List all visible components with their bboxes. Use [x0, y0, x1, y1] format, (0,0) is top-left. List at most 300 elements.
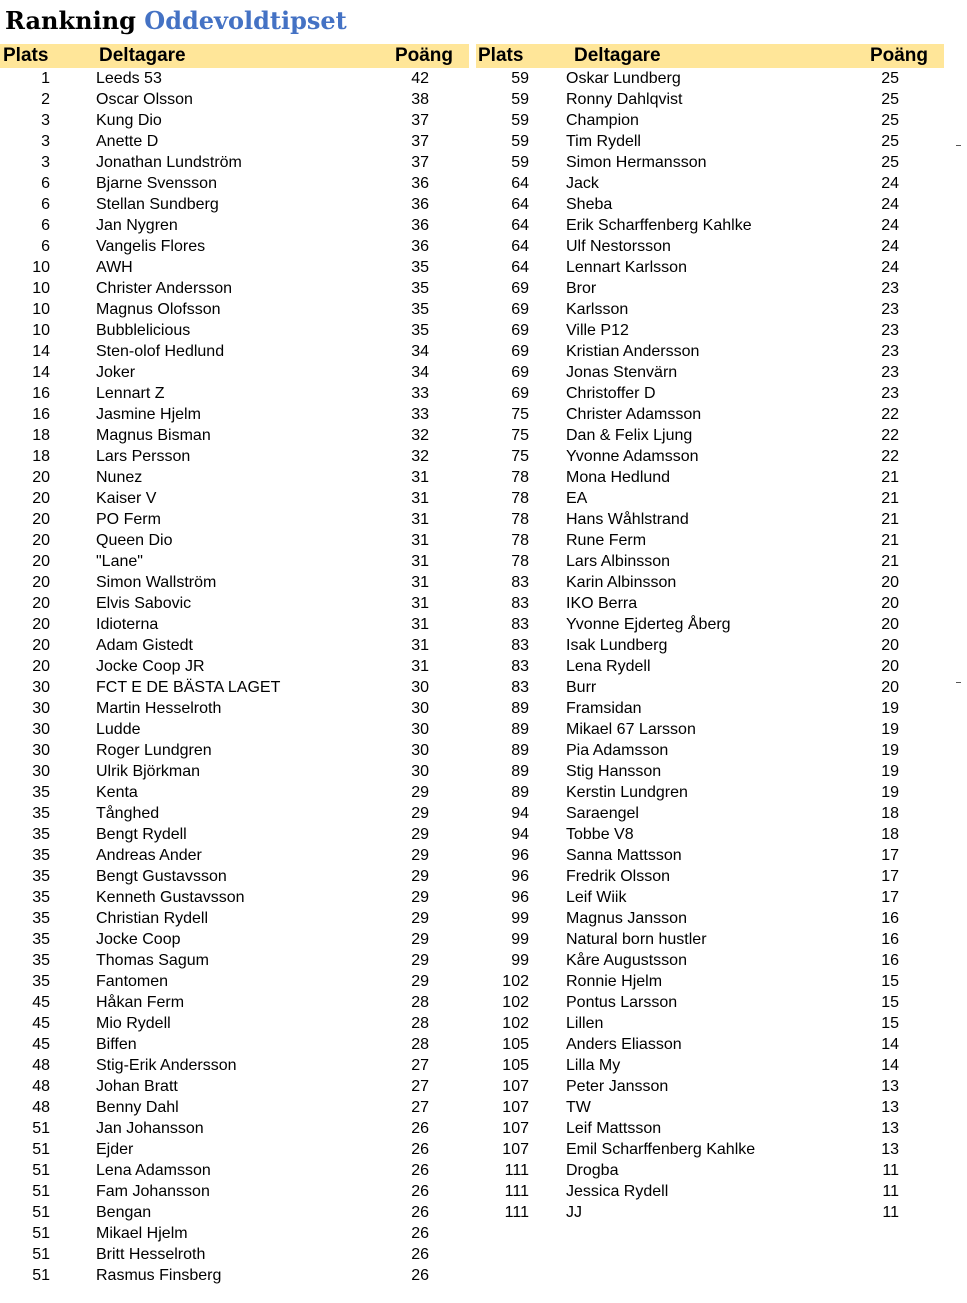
poang-cell: 31 — [411, 616, 429, 633]
plats-cell: 83 — [511, 595, 529, 612]
deltagare-cell: Jonas Stenvärn — [566, 364, 678, 381]
table-row — [476, 509, 944, 530]
deltagare-cell: Peter Jansson — [566, 1078, 669, 1095]
table-row — [0, 110, 469, 131]
deltagare-cell: Stig Hansson — [566, 763, 662, 780]
plats-cell: 1 — [41, 70, 50, 87]
poang-cell: 15 — [881, 994, 899, 1011]
plats-cell: 6 — [41, 217, 50, 234]
table-row — [0, 383, 469, 404]
poang-cell: 23 — [881, 343, 899, 360]
plats-cell: 16 — [32, 385, 50, 402]
poang-cell: 36 — [411, 217, 429, 234]
plats-cell: 99 — [511, 910, 529, 927]
table-row — [476, 1181, 944, 1202]
plats-cell: 3 — [41, 133, 50, 150]
plats-cell: 14 — [32, 364, 50, 381]
table-row — [0, 971, 469, 992]
poang-cell: 35 — [411, 280, 429, 297]
plats-cell: 35 — [32, 847, 50, 864]
plats-cell: 111 — [504, 1204, 529, 1221]
plats-cell: 99 — [511, 952, 529, 969]
table-row — [0, 719, 469, 740]
table-row — [0, 509, 469, 530]
plats-cell: 89 — [511, 763, 529, 780]
deltagare-cell: Ronny Dahlqvist — [566, 91, 683, 108]
poang-cell: 17 — [881, 847, 899, 864]
table-row — [0, 131, 469, 152]
deltagare-cell: Ronnie Hjelm — [566, 973, 663, 990]
poang-cell: 31 — [411, 637, 429, 654]
poang-cell: 21 — [881, 469, 899, 486]
poang-cell: 29 — [411, 784, 429, 801]
deltagare-cell: PO Ferm — [96, 511, 161, 528]
poang-cell: 14 — [881, 1036, 899, 1053]
plats-cell: 51 — [32, 1204, 50, 1221]
deltagare-cell: AWH — [96, 259, 133, 276]
poang-cell: 29 — [411, 868, 429, 885]
table-row — [476, 929, 944, 950]
poang-cell: 26 — [411, 1246, 429, 1263]
table-row — [0, 530, 469, 551]
table-header — [476, 44, 944, 68]
poang-cell: 25 — [881, 133, 899, 150]
table-row — [0, 173, 469, 194]
deltagare-cell: Lars Albinsson — [566, 553, 671, 570]
table-row — [0, 446, 469, 467]
deltagare-cell: Lena Adamsson — [96, 1162, 211, 1179]
poang-cell: 27 — [411, 1099, 429, 1116]
plats-cell: 83 — [511, 658, 529, 675]
poang-cell: 29 — [411, 952, 429, 969]
plats-cell: 10 — [32, 301, 50, 318]
plats-cell: 111 — [504, 1183, 529, 1200]
deltagare-cell: Queen Dio — [96, 532, 173, 549]
poang-cell: 17 — [881, 889, 899, 906]
deltagare-cell: Lillen — [566, 1015, 604, 1032]
header-deltagare: Deltagare — [99, 45, 186, 66]
table-row — [476, 824, 944, 845]
poang-cell: 31 — [411, 469, 429, 486]
plats-cell: 6 — [41, 238, 50, 255]
table-row — [0, 929, 469, 950]
table-row — [476, 362, 944, 383]
poang-cell: 29 — [411, 889, 429, 906]
deltagare-cell: Bengan — [96, 1204, 152, 1221]
deltagare-cell: Karlsson — [566, 301, 629, 318]
poang-cell: 33 — [411, 406, 429, 423]
table-row — [0, 782, 469, 803]
table-row — [476, 1160, 944, 1181]
margin-tick — [956, 682, 961, 683]
plats-cell: 2 — [41, 91, 50, 108]
poang-cell: 11 — [882, 1183, 899, 1200]
poang-cell: 22 — [881, 448, 899, 465]
deltagare-cell: Leif Mattsson — [566, 1120, 662, 1137]
poang-cell: 20 — [881, 679, 899, 696]
deltagare-cell: Champion — [566, 112, 639, 129]
deltagare-cell: Lennart Karlsson — [566, 259, 687, 276]
plats-cell: 64 — [511, 196, 529, 213]
poang-cell: 13 — [881, 1120, 899, 1137]
table-row — [0, 1034, 469, 1055]
deltagare-cell: Martin Hesselroth — [96, 700, 222, 717]
table-row — [476, 425, 944, 446]
plats-cell: 83 — [511, 616, 529, 633]
poang-cell: 20 — [881, 616, 899, 633]
plats-cell: 20 — [32, 532, 50, 549]
poang-cell: 31 — [411, 511, 429, 528]
poang-cell: 26 — [411, 1204, 429, 1221]
deltagare-cell: Karin Albinsson — [566, 574, 677, 591]
poang-cell: 13 — [881, 1141, 899, 1158]
deltagare-cell: Mio Rydell — [96, 1015, 171, 1032]
plats-cell: 89 — [511, 784, 529, 801]
table-row — [0, 1223, 469, 1244]
poang-cell: 28 — [411, 994, 429, 1011]
table-row — [476, 803, 944, 824]
table-body — [476, 68, 944, 1223]
table-row — [0, 1265, 469, 1286]
plats-cell: 75 — [511, 406, 529, 423]
deltagare-cell: Fam Johansson — [96, 1183, 210, 1200]
poang-cell: 31 — [411, 595, 429, 612]
poang-cell: 37 — [411, 133, 429, 150]
deltagare-cell: Johan Bratt — [96, 1078, 178, 1095]
poang-cell: 35 — [411, 301, 429, 318]
poang-cell: 19 — [881, 721, 899, 738]
header-deltagare: Deltagare — [574, 45, 661, 66]
deltagare-cell: Leif Wiik — [566, 889, 627, 906]
table-row — [0, 467, 469, 488]
deltagare-cell: Christer Adamsson — [566, 406, 702, 423]
table-row — [0, 215, 469, 236]
deltagare-cell: Andreas Ander — [96, 847, 202, 864]
table-row — [0, 1244, 469, 1265]
poang-cell: 36 — [411, 175, 429, 192]
deltagare-cell: Natural born hustler — [566, 931, 707, 948]
deltagare-cell: "Lane" — [96, 553, 143, 570]
poang-cell: 35 — [411, 322, 429, 339]
table-row — [476, 1076, 944, 1097]
poang-cell: 33 — [411, 385, 429, 402]
table-row — [476, 1202, 944, 1223]
plats-cell: 51 — [32, 1141, 50, 1158]
plats-cell: 6 — [41, 196, 50, 213]
table-row — [476, 572, 944, 593]
deltagare-cell: Ulf Nestorsson — [566, 238, 671, 255]
margin-tick — [956, 145, 961, 146]
plats-cell: 94 — [511, 805, 529, 822]
table-row — [476, 1055, 944, 1076]
deltagare-cell: Kerstin Lundgren — [566, 784, 688, 801]
plats-cell: 107 — [502, 1078, 529, 1095]
table-row — [476, 446, 944, 467]
table-row — [0, 656, 469, 677]
deltagare-cell: Lars Persson — [96, 448, 191, 465]
plats-cell: 78 — [511, 532, 529, 549]
deltagare-cell: IKO Berra — [566, 595, 638, 612]
plats-cell: 35 — [32, 952, 50, 969]
poang-cell: 19 — [881, 784, 899, 801]
deltagare-cell: Stig-Erik Andersson — [96, 1057, 237, 1074]
plats-cell: 64 — [511, 259, 529, 276]
table-row — [476, 404, 944, 425]
table-row — [0, 803, 469, 824]
deltagare-cell: Jonathan Lundström — [96, 154, 242, 171]
header-poang: Poäng — [869, 45, 928, 66]
plats-cell: 94 — [511, 826, 529, 843]
deltagare-cell: Saraengel — [566, 805, 639, 822]
table-row — [0, 1160, 469, 1181]
deltagare-cell: Benny Dahl — [96, 1099, 179, 1116]
table-row — [476, 677, 944, 698]
plats-cell: 48 — [32, 1057, 50, 1074]
poang-cell: 16 — [881, 952, 899, 969]
poang-cell: 35 — [411, 259, 429, 276]
plats-cell: 20 — [32, 616, 50, 633]
deltagare-cell: Sanna Mattsson — [566, 847, 682, 864]
table-row — [0, 488, 469, 509]
deltagare-cell: JJ — [566, 1204, 582, 1221]
deltagare-cell: Britt Hesselroth — [96, 1246, 206, 1263]
table-row — [0, 845, 469, 866]
poang-cell: 25 — [881, 91, 899, 108]
poang-cell: 18 — [881, 805, 899, 822]
plats-cell: 20 — [32, 511, 50, 528]
deltagare-cell: Simon Hermansson — [566, 154, 707, 171]
deltagare-cell: Oskar Lundberg — [566, 70, 681, 87]
plats-cell: 20 — [32, 637, 50, 654]
poang-cell: 37 — [411, 154, 429, 171]
plats-cell: 107 — [502, 1099, 529, 1116]
poang-cell: 26 — [411, 1141, 429, 1158]
poang-cell: 36 — [411, 196, 429, 213]
table-row — [476, 971, 944, 992]
table-row — [476, 1118, 944, 1139]
table-row — [476, 110, 944, 131]
plats-cell: 89 — [511, 721, 529, 738]
poang-cell: 27 — [411, 1057, 429, 1074]
poang-cell: 31 — [411, 490, 429, 507]
table-row — [0, 194, 469, 215]
poang-cell: 26 — [411, 1267, 429, 1284]
plats-cell: 64 — [511, 238, 529, 255]
deltagare-cell: Mona Hedlund — [566, 469, 671, 486]
deltagare-cell: Ejder — [96, 1141, 134, 1158]
poang-cell: 32 — [411, 427, 429, 444]
table-row — [476, 908, 944, 929]
poang-cell: 29 — [411, 931, 429, 948]
poang-cell: 23 — [881, 364, 899, 381]
deltagare-cell: Magnus Jansson — [566, 910, 687, 927]
plats-cell: 102 — [502, 994, 529, 1011]
plats-cell: 102 — [502, 1015, 529, 1032]
deltagare-cell: Bror — [566, 280, 597, 297]
poang-cell: 25 — [881, 154, 899, 171]
table-row — [476, 131, 944, 152]
poang-cell: 30 — [411, 700, 429, 717]
plats-cell: 30 — [32, 721, 50, 738]
deltagare-cell: Christer Andersson — [96, 280, 233, 297]
table-row — [0, 152, 469, 173]
plats-cell: 35 — [32, 889, 50, 906]
page-title — [5, 4, 347, 38]
deltagare-cell: Fantomen — [96, 973, 169, 990]
plats-cell: 51 — [32, 1120, 50, 1137]
table-row — [476, 740, 944, 761]
table-row — [0, 551, 469, 572]
plats-cell: 83 — [511, 679, 529, 696]
plats-cell: 59 — [511, 154, 529, 171]
poang-cell: 28 — [411, 1015, 429, 1032]
table-row — [476, 530, 944, 551]
table-row — [0, 1202, 469, 1223]
plats-cell: 30 — [32, 700, 50, 717]
poang-cell: 20 — [881, 658, 899, 675]
deltagare-cell: Joker — [96, 364, 136, 381]
plats-cell: 78 — [511, 490, 529, 507]
deltagare-cell: Jessica Rydell — [566, 1183, 669, 1200]
table-row — [0, 1013, 469, 1034]
plats-cell: 6 — [41, 175, 50, 192]
plats-cell: 51 — [32, 1246, 50, 1263]
table-row — [0, 320, 469, 341]
deltagare-cell: Jasmine Hjelm — [96, 406, 201, 423]
deltagare-cell: Leeds 53 — [96, 70, 162, 87]
deltagare-cell: Oscar Olsson — [96, 91, 193, 108]
deltagare-cell: Tobbe V8 — [566, 826, 634, 843]
deltagare-cell: Thomas Sagum — [96, 952, 209, 969]
deltagare-cell: Pia Adamsson — [566, 742, 669, 759]
poang-cell: 25 — [881, 112, 899, 129]
poang-cell: 26 — [411, 1225, 429, 1242]
plats-cell: 20 — [32, 574, 50, 591]
plats-cell: 78 — [511, 553, 529, 570]
header-plats: Plats — [3, 45, 49, 66]
poang-cell: 19 — [881, 763, 899, 780]
poang-cell: 17 — [881, 868, 899, 885]
deltagare-cell: Christoffer D — [566, 385, 656, 402]
table-row — [476, 887, 944, 908]
plats-cell: 96 — [511, 889, 529, 906]
deltagare-cell: Jocke Coop — [96, 931, 181, 948]
plats-cell: 78 — [511, 469, 529, 486]
deltagare-cell: Rasmus Finsberg — [96, 1267, 222, 1284]
poang-cell: 28 — [411, 1036, 429, 1053]
deltagare-cell: Tim Rydell — [566, 133, 641, 150]
deltagare-cell: Biffen — [96, 1036, 137, 1053]
plats-cell: 96 — [511, 847, 529, 864]
deltagare-cell: Anders Eliasson — [566, 1036, 682, 1053]
plats-cell: 59 — [511, 70, 529, 87]
poang-cell: 27 — [411, 1078, 429, 1095]
table-row — [476, 152, 944, 173]
table-row — [0, 1097, 469, 1118]
deltagare-cell: Nunez — [96, 469, 143, 486]
poang-cell: 19 — [881, 700, 899, 717]
deltagare-cell: Lennart Z — [96, 385, 165, 402]
plats-cell: 35 — [32, 868, 50, 885]
table-row — [476, 635, 944, 656]
deltagare-cell: Jack — [566, 175, 599, 192]
deltagare-cell: Framsidan — [566, 700, 642, 717]
table-row — [476, 488, 944, 509]
deltagare-cell: Kenneth Gustavsson — [96, 889, 245, 906]
plats-cell: 75 — [511, 448, 529, 465]
poang-cell: 29 — [411, 805, 429, 822]
table-row — [476, 299, 944, 320]
plats-cell: 89 — [511, 700, 529, 717]
plats-cell: 69 — [511, 280, 529, 297]
plats-cell: 107 — [502, 1141, 529, 1158]
plats-cell: 16 — [32, 406, 50, 423]
deltagare-cell: Håkan Ferm — [96, 994, 185, 1011]
poang-cell: 24 — [881, 217, 899, 234]
poang-cell: 42 — [411, 70, 429, 87]
table-row — [476, 89, 944, 110]
plats-cell: 75 — [511, 427, 529, 444]
table-row — [476, 341, 944, 362]
poang-cell: 29 — [411, 847, 429, 864]
poang-cell: 13 — [881, 1078, 899, 1095]
poang-cell: 24 — [881, 196, 899, 213]
table-row — [476, 320, 944, 341]
deltagare-cell: Roger Lundgren — [96, 742, 212, 759]
plats-cell: 51 — [32, 1162, 50, 1179]
table-row — [0, 761, 469, 782]
table-row — [0, 824, 469, 845]
deltagare-cell: Lilla My — [566, 1057, 621, 1074]
ranking-table-right — [476, 44, 944, 1223]
poang-cell: 30 — [411, 679, 429, 696]
poang-cell: 24 — [881, 259, 899, 276]
poang-cell: 31 — [411, 532, 429, 549]
table-row — [0, 299, 469, 320]
plats-cell: 69 — [511, 343, 529, 360]
poang-cell: 37 — [411, 112, 429, 129]
deltagare-cell: Bubblelicious — [96, 322, 191, 339]
table-row — [0, 425, 469, 446]
poang-cell: 23 — [881, 322, 899, 339]
deltagare-cell: Magnus Olofsson — [96, 301, 221, 318]
table-row — [476, 719, 944, 740]
plats-cell: 45 — [32, 994, 50, 1011]
deltagare-cell: Kristian Andersson — [566, 343, 700, 360]
poang-cell: 26 — [411, 1183, 429, 1200]
deltagare-cell: Yvonne Ejderteg Åberg — [566, 616, 731, 633]
table-row — [476, 1013, 944, 1034]
table-row — [0, 950, 469, 971]
deltagare-cell: Jan Johansson — [96, 1120, 204, 1137]
table-row — [476, 173, 944, 194]
poang-cell: 31 — [411, 574, 429, 591]
poang-cell: 21 — [881, 511, 899, 528]
deltagare-cell: Bjarne Svensson — [96, 175, 217, 192]
deltagare-cell: Sheba — [566, 196, 613, 213]
table-row — [0, 341, 469, 362]
poang-cell: 18 — [881, 826, 899, 843]
deltagare-cell: Lena Rydell — [566, 658, 651, 675]
poang-cell: 26 — [411, 1162, 429, 1179]
deltagare-cell: Anette D — [96, 133, 159, 150]
plats-cell: 64 — [511, 217, 529, 234]
poang-cell: 29 — [411, 826, 429, 843]
table-row — [476, 1139, 944, 1160]
poang-cell: 30 — [411, 763, 429, 780]
table-row — [476, 194, 944, 215]
plats-cell: 35 — [32, 805, 50, 822]
